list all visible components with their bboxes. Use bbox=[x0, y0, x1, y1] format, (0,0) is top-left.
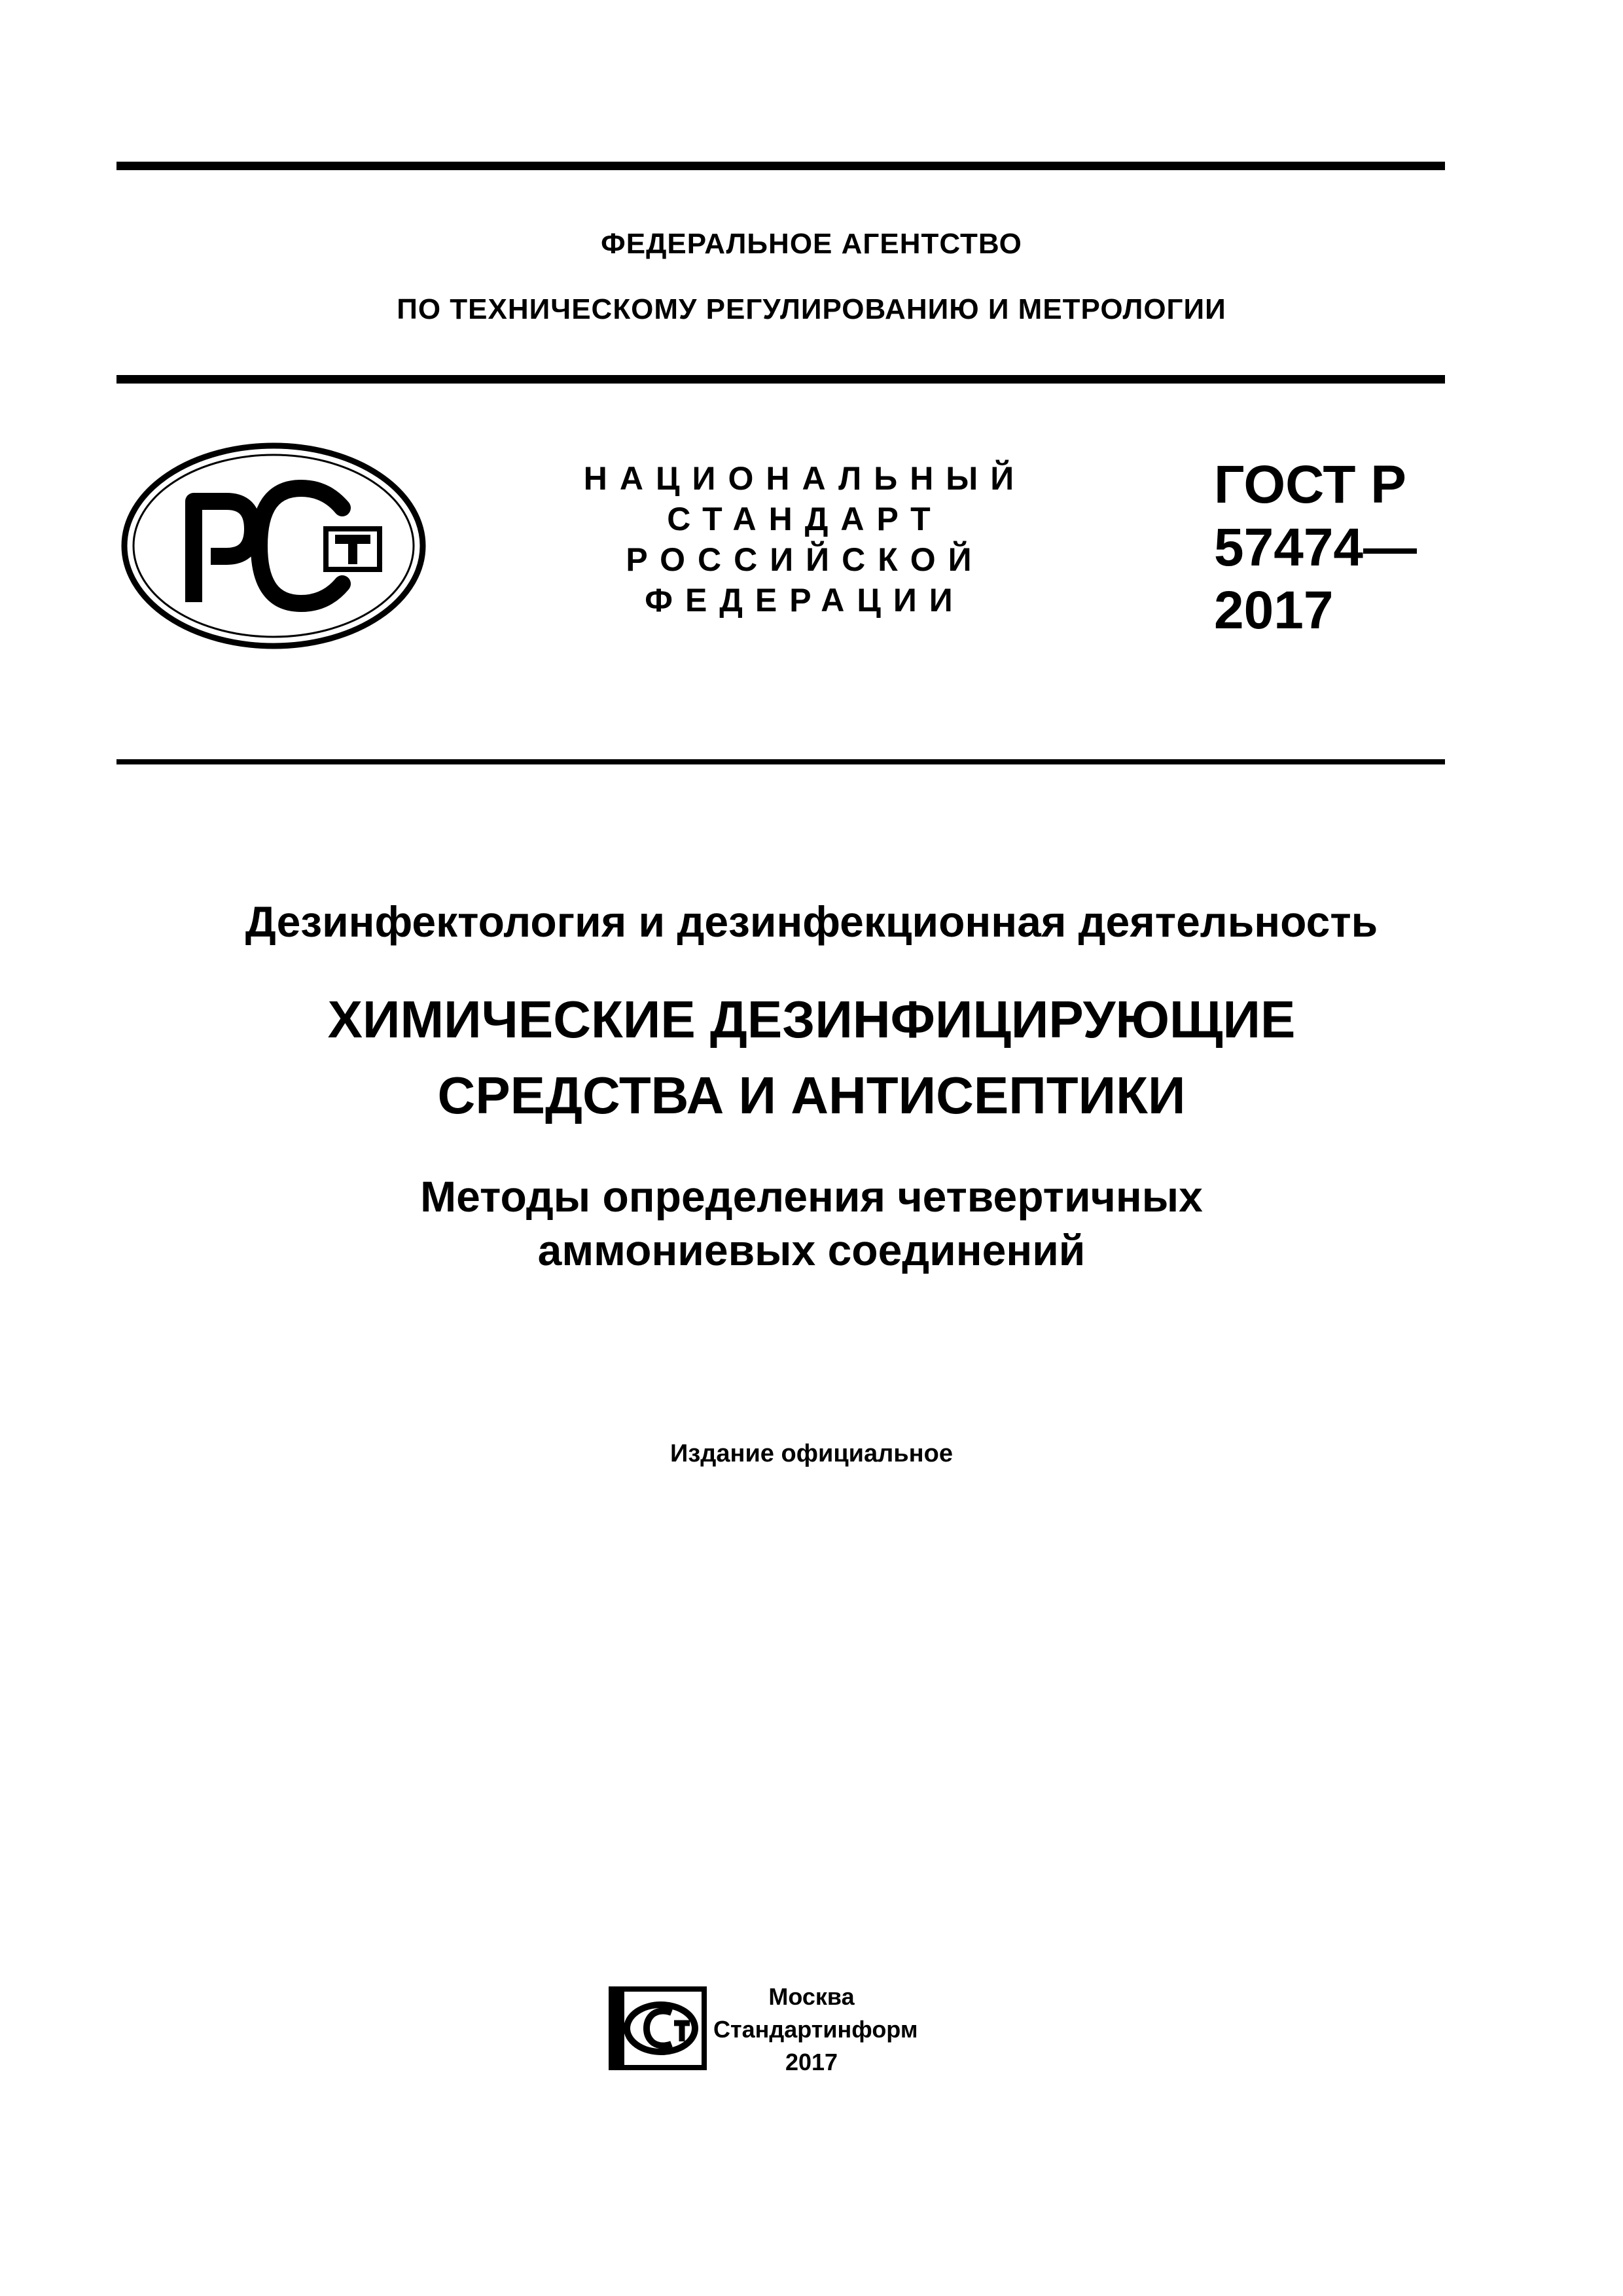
agency-line-1: ФЕДЕРАЛЬНОЕ АГЕНТСТВО bbox=[601, 228, 1022, 260]
main-title-line-2: СРЕДСТВА И АНТИСЕПТИКИ bbox=[437, 1066, 1186, 1124]
publisher-city: Москва bbox=[768, 1983, 855, 2010]
top-rule bbox=[116, 162, 1445, 170]
standard-type-line-3: РОССИЙСКОЙ bbox=[626, 541, 984, 578]
gost-line-2: 57474— bbox=[1214, 518, 1418, 577]
publisher-logo-icon bbox=[609, 1986, 707, 2070]
edition-label: Издание официальное bbox=[670, 1440, 953, 1467]
standard-type-line-1: НАЦИОНАЛЬНЫЙ bbox=[583, 460, 1027, 497]
publisher-year: 2017 bbox=[785, 2049, 838, 2075]
subtitle-line-2: аммониевых соединений bbox=[537, 1226, 1086, 1274]
agency-bottom-rule bbox=[116, 375, 1445, 384]
publisher-name: Стандартинформ bbox=[713, 2016, 918, 2043]
header-bottom-rule bbox=[116, 759, 1445, 764]
agency-line-2: ПО ТЕХНИЧЕСКОМУ РЕГУЛИРОВАНИЮ И МЕТРОЛОГИИ bbox=[397, 293, 1226, 325]
standard-type-line-2: СТАНДАРТ bbox=[667, 501, 943, 537]
gost-line-3: 2017 bbox=[1214, 581, 1334, 640]
gost-line-1: ГОСТ Р bbox=[1214, 455, 1406, 514]
rst-logo-icon bbox=[116, 437, 431, 655]
category-title: Дезинфектология и дезинфекционная деятельность bbox=[245, 897, 1378, 946]
standard-type-line-4: ФЕДЕРАЦИИ bbox=[645, 582, 965, 619]
subtitle-line-1: Методы определения четвертичных bbox=[420, 1172, 1203, 1221]
main-title-line-1: ХИМИЧЕСКИЕ ДЕЗИНФИЦИРУЮЩИЕ bbox=[327, 990, 1296, 1049]
